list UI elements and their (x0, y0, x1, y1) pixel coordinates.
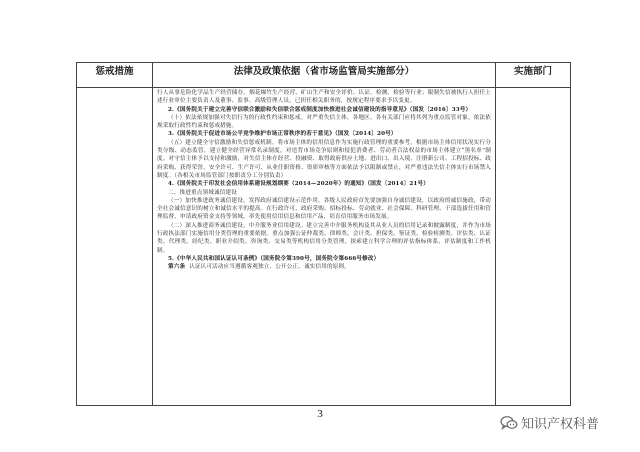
header-department: 实施部门 (496, 63, 571, 88)
watermark (500, 413, 599, 432)
header-measures: 惩戒措施 (77, 63, 153, 88)
legal-basis-text (153, 88, 495, 405)
paragraph (157, 263, 491, 271)
paragraph: 二、推进重点领域诚信建设 (168, 189, 237, 196)
paragraph: （二）深入推进商务诚信建设。中介服务业信用建设。建立完善中介服务机构及其从业人员的信用记录和披露制度，并作为市场行政执法部门实施信用分类管理的重要依据。重点加强公证仲裁类、律师类、会计类、担保类、鉴证类、检验检测类、评估类、认证类、代理类、经纪类、职业介绍类、咨询类、交易类等机构信用分类管理，探索建立科学合理的评估指标体系、评估制度和工作机制。 (157, 222, 491, 254)
paragraph-title: 2.《国务院关于建立完善守信联合激励和失信联合惩戒制度加快推进社会诚信建设的指导意见》（国发〔2016〕33号） (168, 106, 472, 113)
paragraph-title: 3.《国务院关于促进市场公平竞争维护市场正常秩序的若干意见》（国发〔2014〕20号） (168, 131, 397, 138)
watermark-text: 知识产权科普 (521, 417, 600, 432)
table-header-row (77, 63, 571, 88)
page-number: 3 (317, 408, 323, 420)
paragraph: （十）依法依规加强对失信行为的行政性约束和惩戒。对严重失信主体，各地区、各有关部门应将其列为重点监管对象，依法依规采取行政性约束和惩戒措施。 (157, 114, 491, 130)
paragraph-title: 4.《国务院关于印发社会信用体系建设规划纲要（2014—2020年）的通知》（国发〔2014〕21号） (168, 181, 429, 188)
paragraph: 行人从事危险化学品生产经营储存、烟花爆竹生产经营、矿山生产和安全评价、认证、检测、检验等行业；限制失信被执行人担任上述行业单位主要负责人及董事、监事、高级管理人员，已担任相关职务的，按规定程序要求予以变更。 (157, 90, 491, 105)
paragraph: （五）建立健全守信激励和失信惩戒机制。将市场主体的信用信息作为实施行政管理的重要参考。根据市场主体信用状况实行分类分级、动态监管，建立健全经营异常名录制度，对违背市场竞争原则和侵犯消费者、劳动者合法权益的市场主体建立“黑名单”制度。对守信主体予以支持和激励，对失信主体在经营、投融资、取得政府供应土地、进出口、出入境、注册新公司、工程招投标、政府采购、获得荣誉、安全许可、生产许可、从业任职资格、资质审核等方面依法予以限制或禁止，对严重违法失信主体实行市场禁入制度。（各相关市场监管部门按职责分工分别负责） (157, 139, 491, 179)
department-cell (496, 88, 571, 406)
table-row (77, 88, 571, 406)
paragraph: （一）加快推进政务诚信建设。发挥政府诚信建设示范作用。各级人民政府首先要加强自身诚信建设，以政府的诚信施政，带动全社会诚信意识的树立和诚信水平的提高。在行政许可、政府采购、招标投标、劳动就业、社会保障、科研管理、干部选拔任用和管理监督、申请政府资金支持等领域，率先使用信用信息和信用产品，培育信用服务市场发展。 (157, 197, 491, 221)
chat-bubbles-icon (500, 415, 518, 431)
measures-table (76, 62, 571, 406)
legal-basis-cell (153, 88, 496, 406)
measures-cell (77, 88, 153, 406)
header-legal-basis: 法律及政策依据（省市场监管局实施部分） (153, 63, 496, 88)
paragraph-title: 5.《中华人民共和国认证认可条例》（国务院令第390号，国务院令第666号修改） (168, 255, 380, 262)
article-text: 认证认可活动应当遵循客观独立、公开公正、诚实信用的原则。 (189, 264, 350, 271)
article-label: 第六条 (168, 264, 186, 271)
